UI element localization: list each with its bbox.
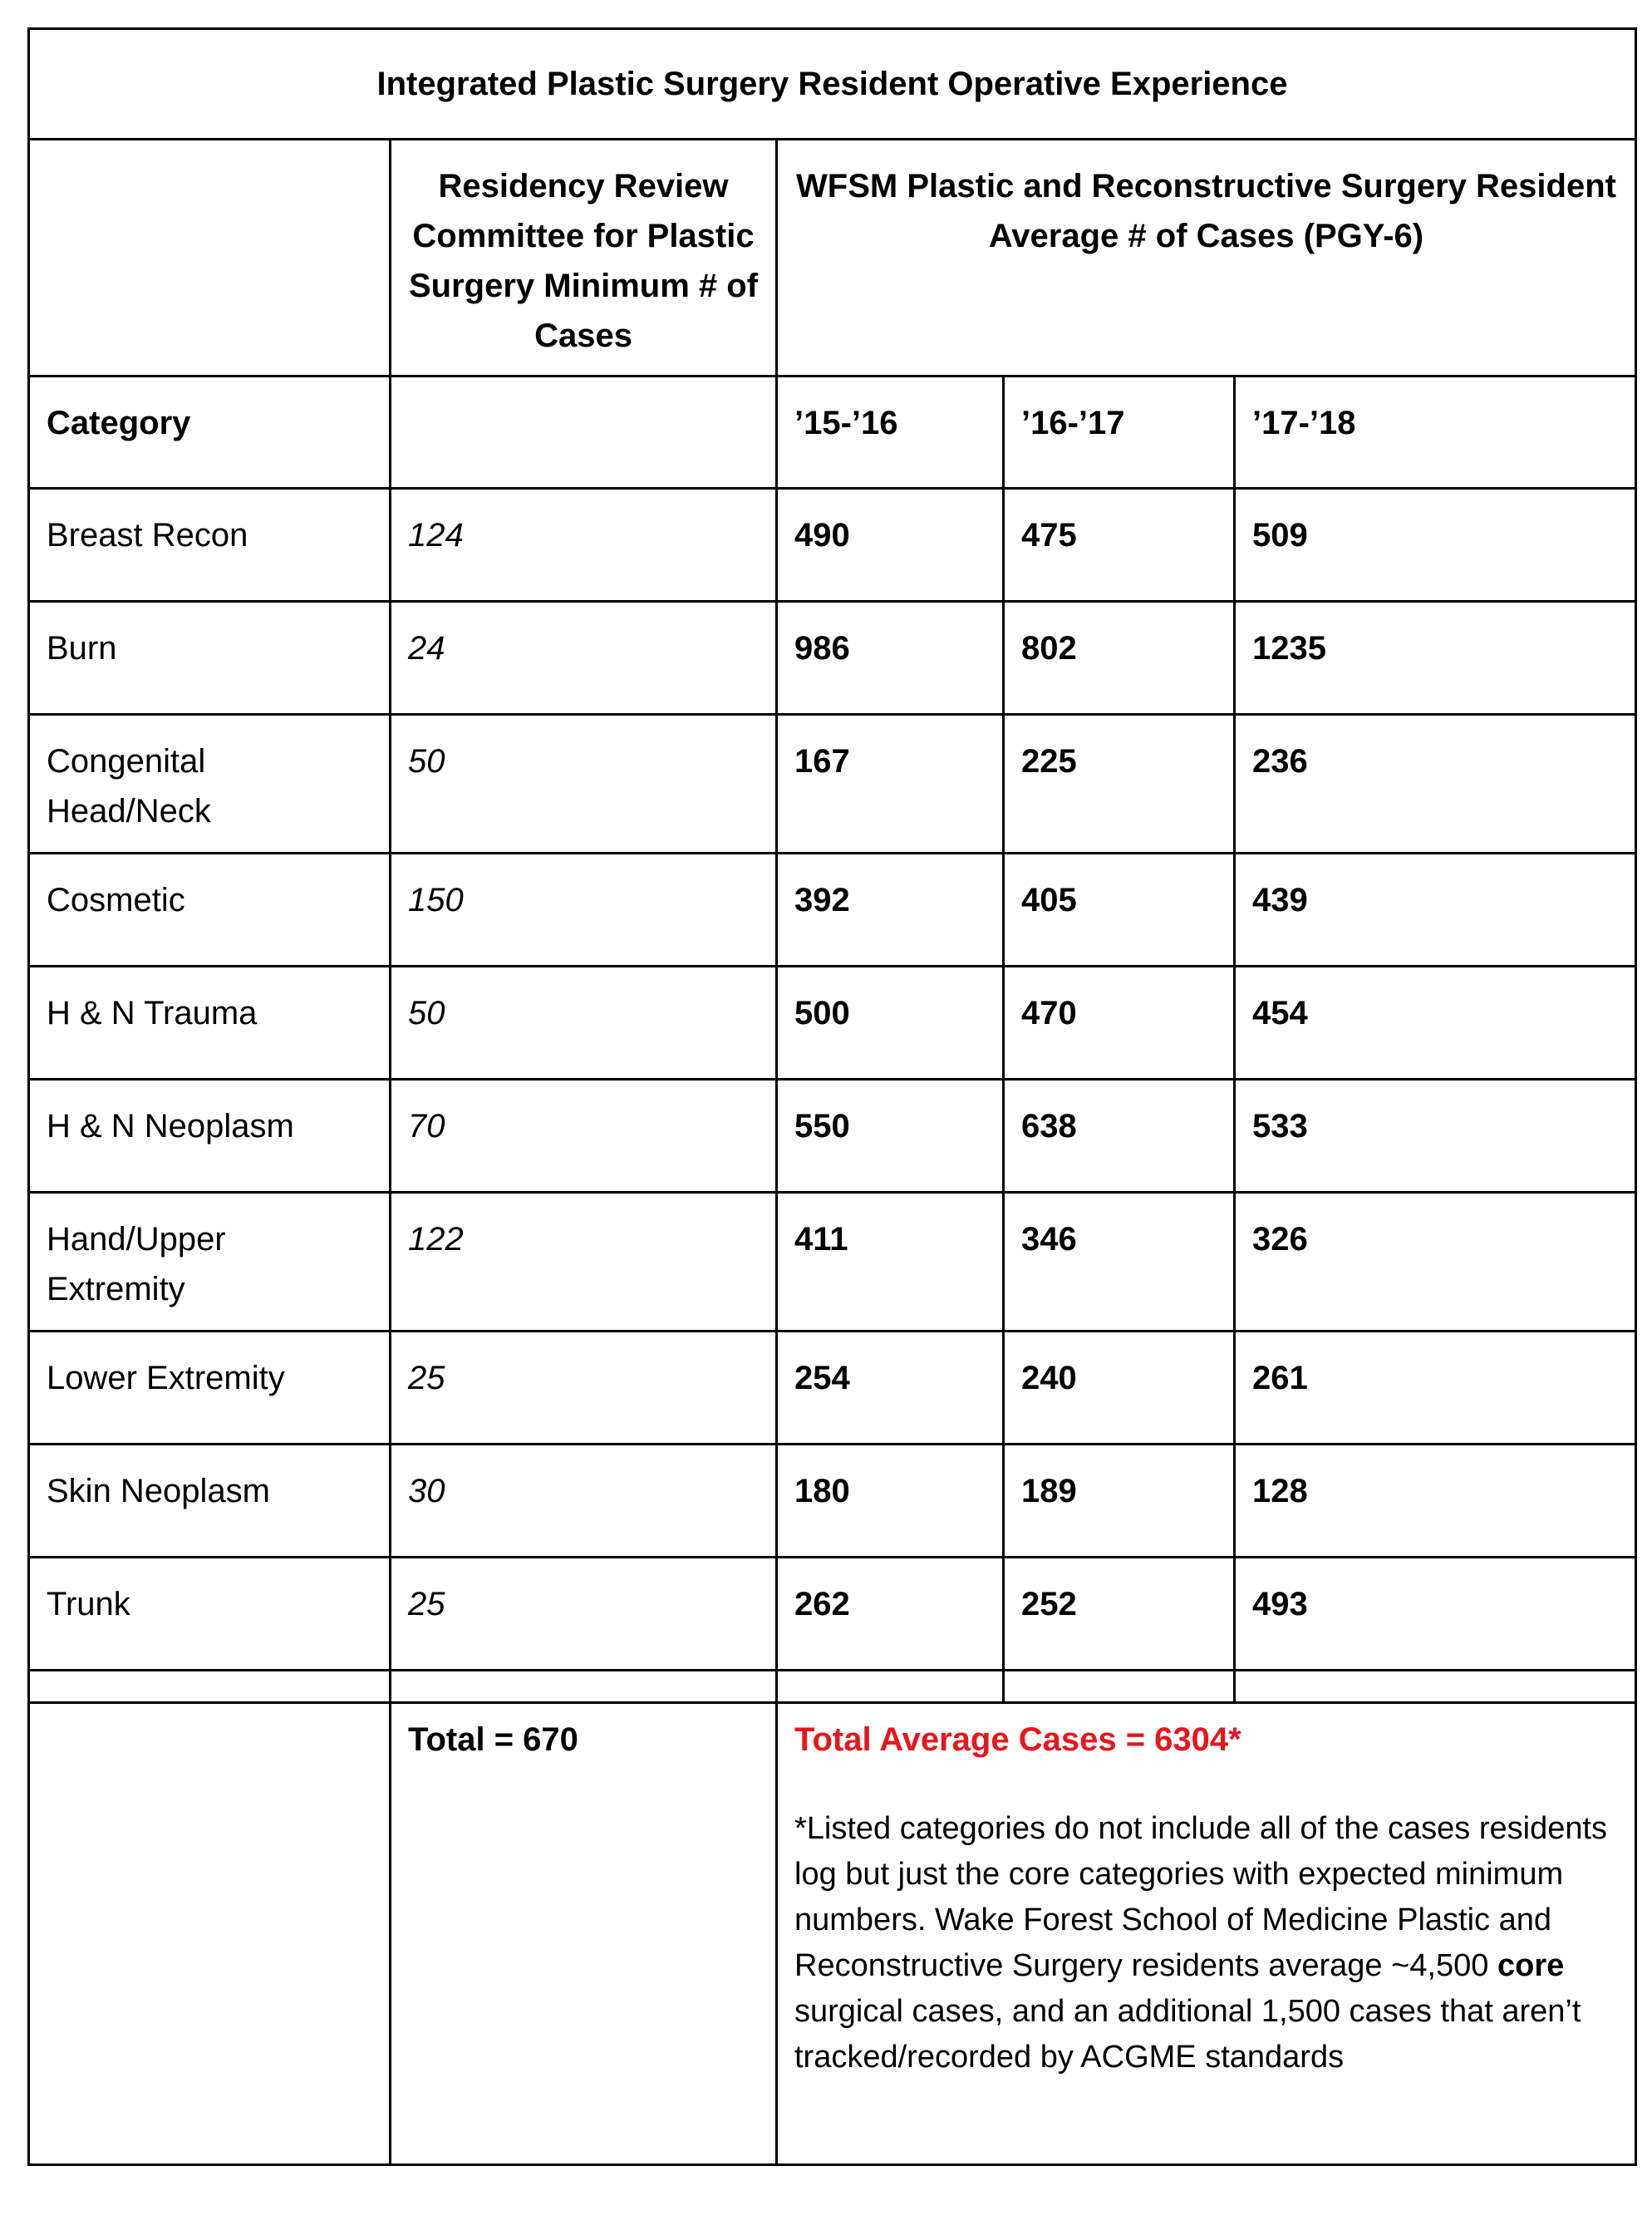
value-cell: 236: [1235, 715, 1636, 854]
value-cell: 986: [777, 602, 1004, 715]
minimum-cell: 25: [391, 1558, 777, 1671]
category-cell: Hand/Upper Extremity: [29, 1193, 391, 1332]
spacer-cell: [29, 1671, 391, 1703]
empty-total-cell: [29, 1703, 391, 2165]
minimum-cell: 50: [391, 967, 777, 1080]
table-row: [29, 602, 1636, 715]
category-cell: Skin Neoplasm: [29, 1445, 391, 1558]
category-cell: Lower Extremity: [29, 1332, 391, 1445]
value-cell: 167: [777, 715, 1004, 854]
value-cell: 1235: [1235, 602, 1636, 715]
empty-header-cell: [29, 140, 391, 377]
wfsm-average-header: WFSM Plastic and Reconstructive Surgery Resident Average # of Cases (PGY-6): [777, 140, 1636, 377]
total-average-text: Total Average Cases = 6304*: [794, 1721, 1241, 1758]
table-row: [29, 715, 1636, 854]
minimum-cell: 124: [391, 489, 777, 602]
value-cell: 802: [1004, 602, 1235, 715]
value-cell: 638: [1004, 1080, 1235, 1193]
value-cell: 475: [1004, 489, 1235, 602]
totals-row: [29, 1703, 1636, 2165]
category-header: Category: [29, 377, 391, 489]
value-cell: 180: [777, 1445, 1004, 1558]
spacer-row: [29, 1671, 1636, 1703]
minimum-cell: 150: [391, 854, 777, 967]
value-cell: 411: [777, 1193, 1004, 1332]
value-cell: 509: [1235, 489, 1636, 602]
category-cell: Cosmetic: [29, 854, 391, 967]
value-cell: 454: [1235, 967, 1636, 1080]
total-average-cell: [777, 1703, 1636, 2165]
category-cell: H & N Trauma: [29, 967, 391, 1080]
empty-year-cell: [391, 377, 777, 489]
value-cell: 346: [1004, 1193, 1235, 1332]
minimum-cell: 30: [391, 1445, 777, 1558]
category-cell: Trunk: [29, 1558, 391, 1671]
minimum-cell: 70: [391, 1080, 777, 1193]
spacer-cell: [1004, 1671, 1235, 1703]
table-row: [29, 967, 1636, 1080]
category-cell: H & N Neoplasm: [29, 1080, 391, 1193]
minimum-cell: 50: [391, 715, 777, 854]
value-cell: 225: [1004, 715, 1235, 854]
table-title: Integrated Plastic Surgery Resident Operative Experience: [29, 29, 1636, 140]
year-header-2016: ’16-’17: [1004, 377, 1235, 489]
value-cell: 252: [1004, 1558, 1235, 1671]
footnote-text: *Listed categories do not include all of the cases residents log but just the core categories with expected minimum numbers. Wake Forest School of Medicine Plastic and Reconstructive Surgery residents average ~4,500: [794, 1811, 1608, 1983]
value-cell: 261: [1235, 1332, 1636, 1445]
value-cell: 392: [777, 854, 1004, 967]
spacer-cell: [1235, 1671, 1636, 1703]
value-cell: 326: [1235, 1193, 1636, 1332]
category-cell: Congenital Head/Neck: [29, 715, 391, 854]
value-cell: 500: [777, 967, 1004, 1080]
minimum-cell: 25: [391, 1332, 777, 1445]
category-cell: Burn: [29, 602, 391, 715]
value-cell: 254: [777, 1332, 1004, 1445]
value-cell: 262: [777, 1558, 1004, 1671]
value-cell: 490: [777, 489, 1004, 602]
year-header-2015: ’15-’16: [777, 377, 1004, 489]
table-row: [29, 1080, 1636, 1193]
operative-experience-table: [27, 27, 1637, 2166]
table-row: [29, 1558, 1636, 1671]
value-cell: 405: [1004, 854, 1235, 967]
value-cell: 439: [1235, 854, 1636, 967]
minimum-cell: 24: [391, 602, 777, 715]
footnote-emphasis: core: [1497, 1948, 1565, 1983]
rrc-minimum-header: Residency Review Committee for Plastic Surgery Minimum # of Cases: [391, 140, 777, 377]
value-cell: 550: [777, 1080, 1004, 1193]
minimum-cell: 122: [391, 1193, 777, 1332]
value-cell: 128: [1235, 1445, 1636, 1558]
table-row: [29, 1445, 1636, 1558]
value-cell: 240: [1004, 1332, 1235, 1445]
table-row: [29, 1332, 1636, 1445]
value-cell: 493: [1235, 1558, 1636, 1671]
table-row: [29, 854, 1636, 967]
category-cell: Breast Recon: [29, 489, 391, 602]
value-cell: 533: [1235, 1080, 1636, 1193]
year-header-2017: ’17-’18: [1235, 377, 1636, 489]
spacer-cell: [777, 1671, 1004, 1703]
value-cell: 189: [1004, 1445, 1235, 1558]
value-cell: 470: [1004, 967, 1235, 1080]
spacer-cell: [391, 1671, 777, 1703]
operative-experience-table-container: [27, 27, 1635, 2166]
footnote-text-end: surgical cases, and an additional 1,500 cases that aren’t tracked/recorded by ACGME standards: [794, 1994, 1581, 2075]
table-row: [29, 1193, 1636, 1332]
total-minimum-cell: Total = 670: [391, 1703, 777, 2165]
footnote: [794, 1806, 1618, 2080]
table-row: [29, 489, 1636, 602]
